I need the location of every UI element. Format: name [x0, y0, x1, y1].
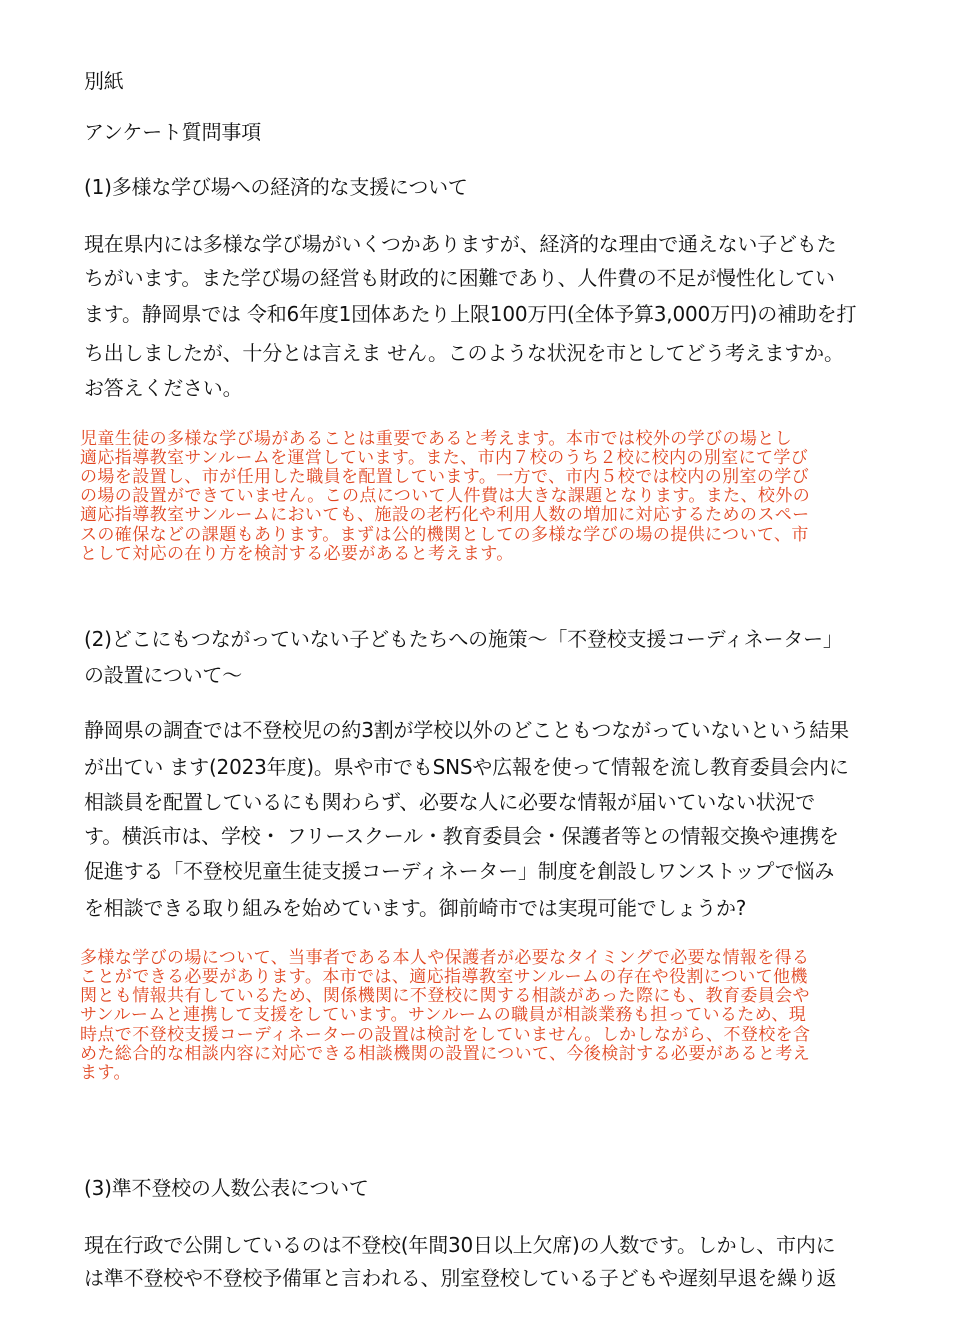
section-2-answer-line: 関とも情報共有しているため、関係機関に不登校に関する相談があった際にも、教育委員会や	[80, 986, 810, 1006]
section-1-question-line: ます。静岡県では 令和6年度1団体あたり上限100万円(全体予算3,000万円)の補助を打	[84, 302, 857, 326]
section-1-question-line: ちがいます。また学び場の経営も財政的に困難であり、人件費の不足が慢性化してい	[84, 266, 835, 290]
section-2-answer-line: 時点で不登校支援コーディネーターの設置は検討をしていません。しかしながら、不登校を含	[80, 1025, 811, 1045]
section-1-question-line: ち出しましたが、十分とは言えま せん。このような状況を市としてどう考えますか。	[84, 341, 844, 365]
section-2-question-line: 静岡県の調査では不登校児の約3割が学校以外のどこともつながっていないという結果	[84, 718, 849, 742]
section-3-heading: (3)準不登校の人数公表について	[84, 1176, 369, 1200]
attachment-label: 別紙	[84, 69, 124, 93]
section-1-heading: (1)多様な学び場への経済的な支援について	[84, 175, 468, 199]
section-2-question-line: 促進する「不登校児童生徒支援コーディネーター」制度を創設しワンストップで悩み	[84, 859, 835, 883]
document-title: アンケート質問事項	[84, 120, 261, 144]
section-1-answer-line: として対応の在り方を検討する必要があると考えます。	[80, 544, 514, 564]
section-2-heading: の設置について～	[84, 663, 242, 687]
section-2-answer-line: ます。	[80, 1063, 131, 1083]
section-2-question-line: 相談員を配置しているにも関わらず、必要な人に必要な情報が届いていない状況で	[84, 790, 815, 814]
section-2-heading: (2)どこにもつながっていない子どもたちへの施策～「不登校支援コーディネーター」	[84, 627, 843, 651]
section-2-question-line: を相談できる取り組みを始めています。御前崎市では実現可能でしょうか?	[84, 896, 747, 920]
section-2-answer-line: 多様な学びの場について、当事者である本人や保護者が必要なタイミングで必要な情報を得る	[80, 948, 810, 968]
section-1-answer-line: の場を設置し、市が任用した職員を配置しています。一方で、市内５校では校内の別室の学び	[80, 467, 810, 487]
section-2-question-line: す。横浜市は、学校・ フリースクール・教育委員会・保護者等との情報交換や連携を	[84, 824, 839, 848]
section-1-answer-line: 適応指導教室サンルームを運営しています。また、市内７校のうち２校に校内の別室にて学び	[80, 448, 809, 468]
section-2-question-line: が出てい ます(2023年度)。県や市でもSNSや広報を使って情報を流し教育委員会内に	[84, 755, 849, 779]
section-1-answer-line: の場の設置ができていません。この点について人件費は大きな課題となります。また、校外の	[80, 486, 811, 506]
section-1-answer-line: 児童生徒の多様な学び場があることは重要であると考えます。本市では校外の学びの場とし	[80, 429, 793, 449]
section-1-answer-line: 適応指導教室サンルームにおいても、施設の老朽化や利用人数の増加に対応するためのスペー	[80, 505, 810, 525]
section-1-answer-line: スの確保などの課題もあります。まずは公的機関としての多様な学びの場の提供について、市	[80, 525, 809, 545]
section-2-answer-line: ことができる必要があります。本市では、適応指導教室サンルームの存在や役割について他機	[80, 967, 808, 987]
section-3-question-line: は準不登校や不登校予備軍と言われる、別室登校している子どもや遅刻早退を繰り返	[84, 1266, 837, 1290]
section-1-question-line: お答えください。	[84, 376, 243, 400]
section-1-question-line: 現在県内には多様な学び場がいくつかありますが、経済的な理由で通えない子どもた	[84, 232, 837, 256]
section-2-answer-line: めた総合的な相談内容に対応できる相談機関の設置について、今後検討する必要があると考え	[80, 1044, 811, 1064]
section-2-answer-line: サンルームと連携して支援をしています。サンルームの職員が相談業務も担っているため、現	[80, 1005, 807, 1025]
section-3-question-line: 現在行政で公開しているのは不登校(年間30日以上欠席)の人数です。しかし、市内に	[84, 1233, 836, 1257]
